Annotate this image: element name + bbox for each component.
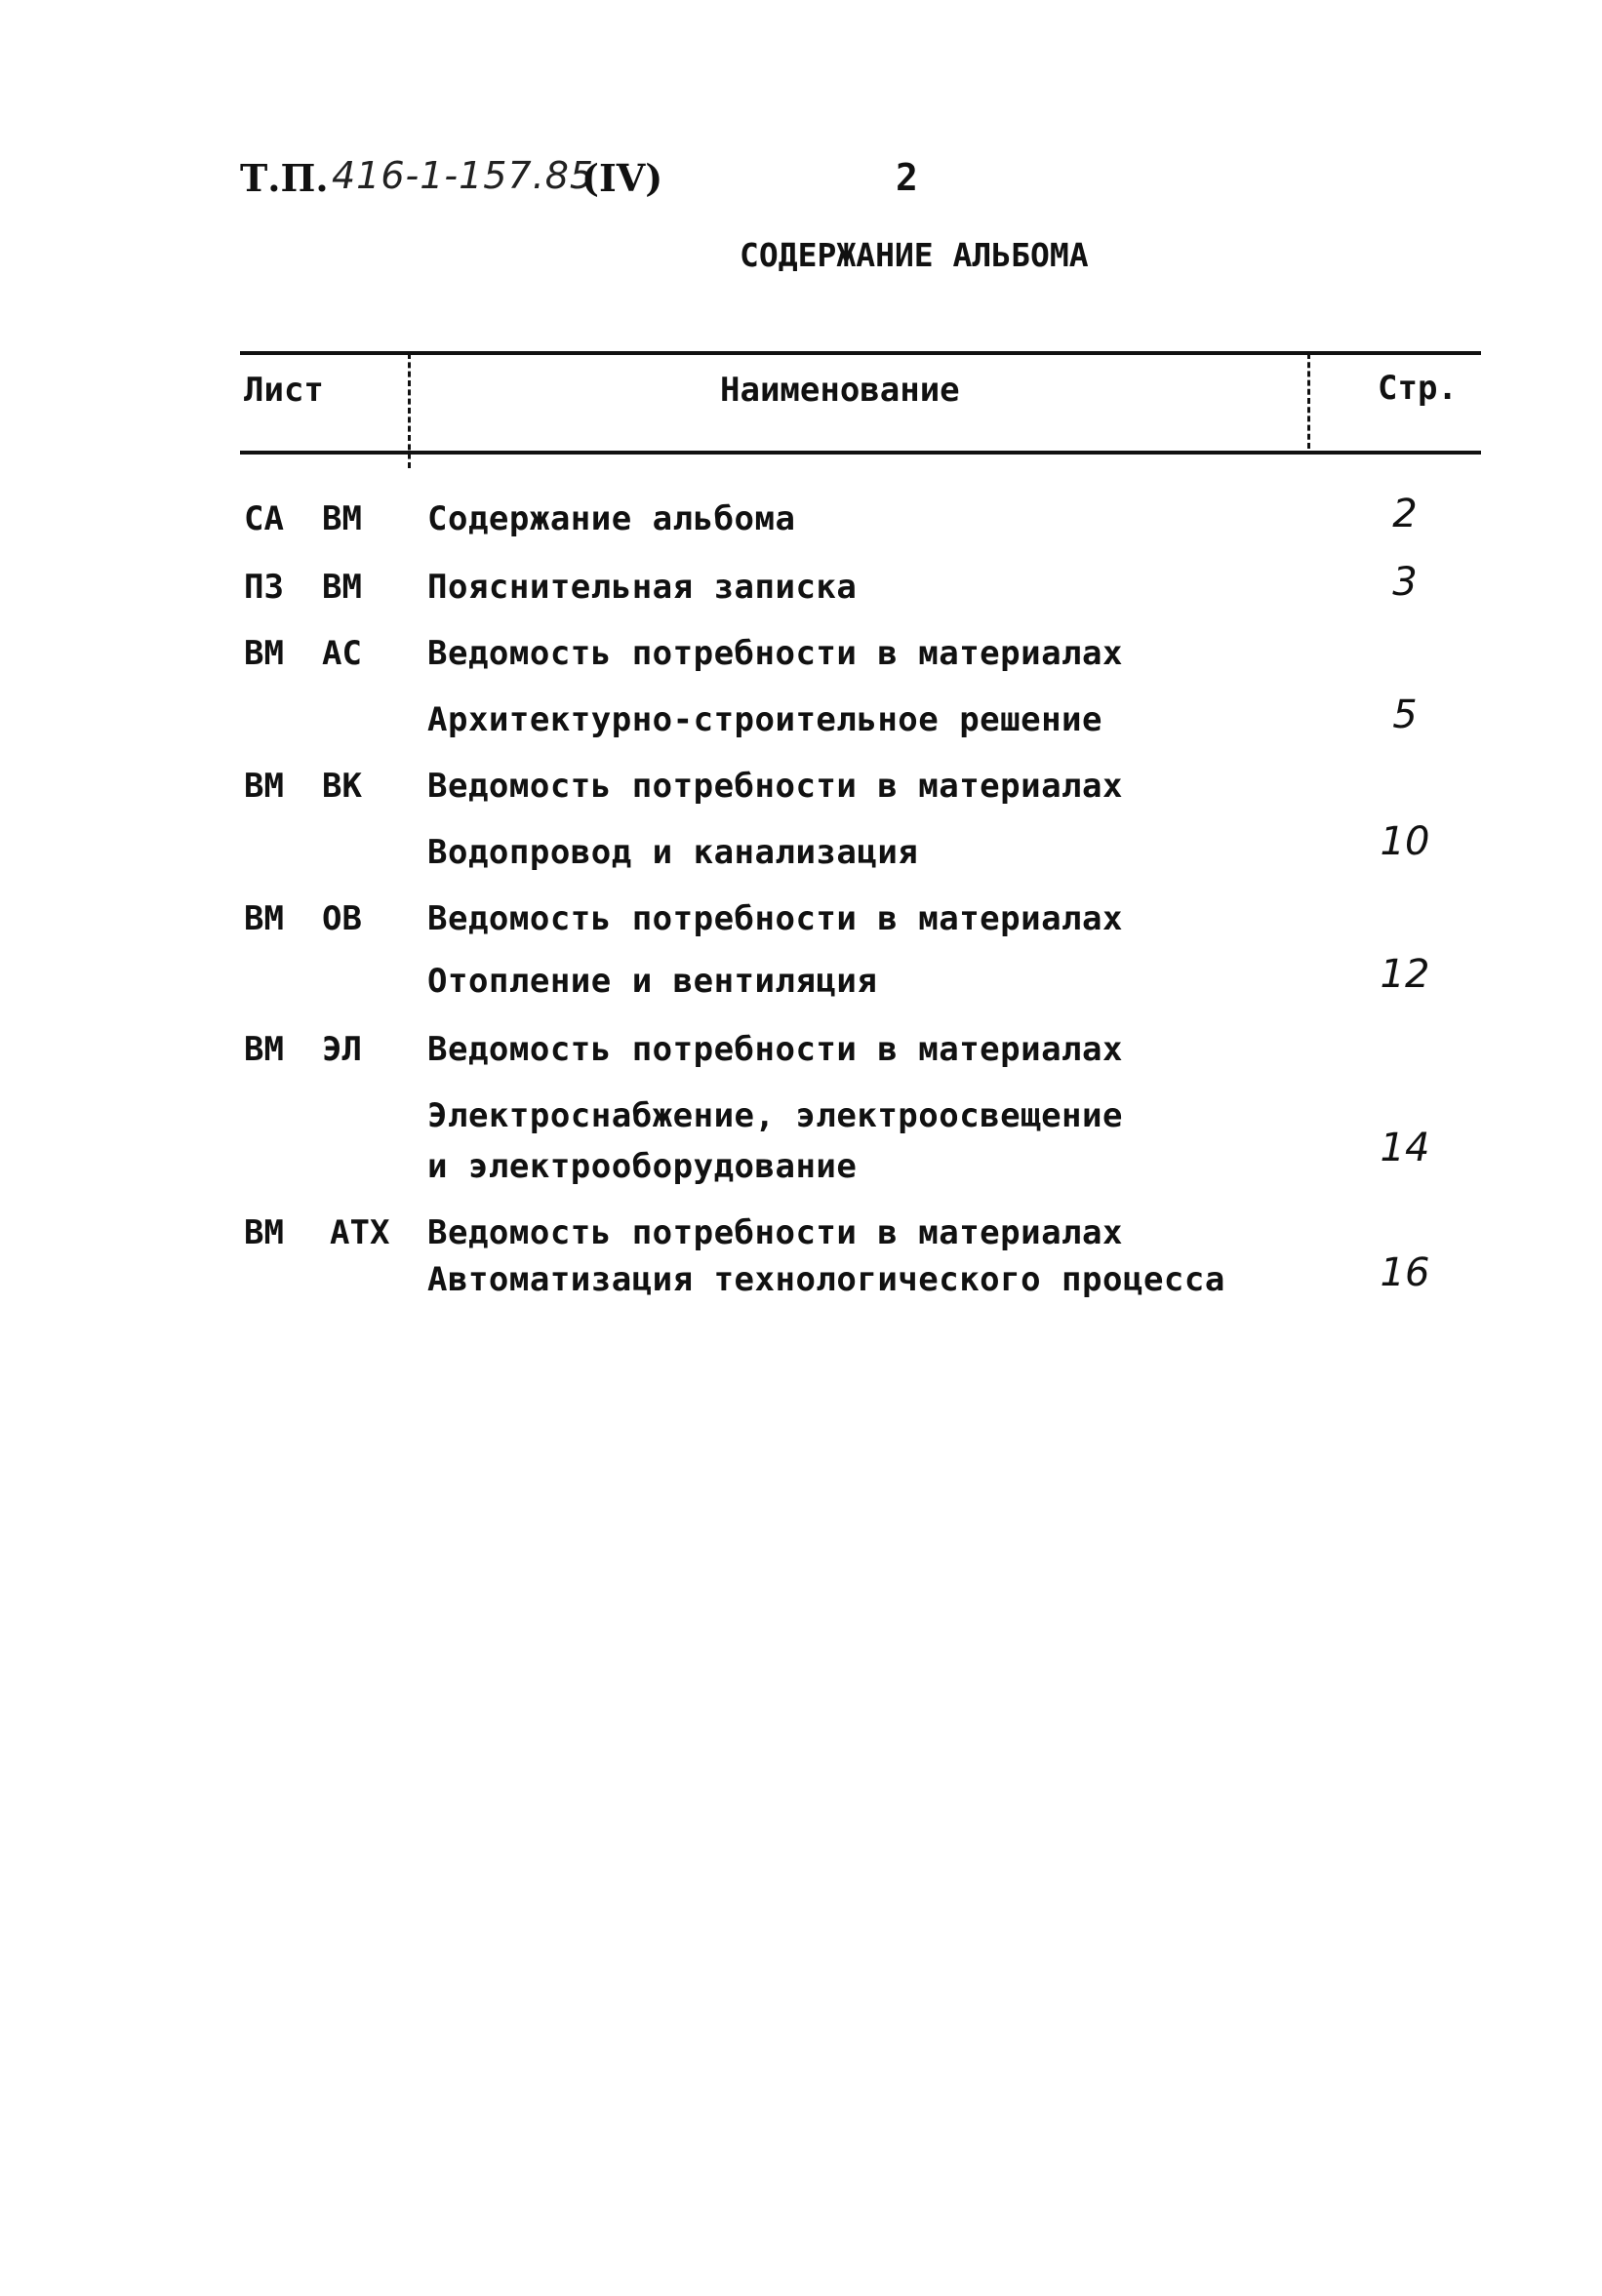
document-prefix: Т.П.	[240, 156, 329, 200]
item-subtitle: Электроснабжение, электроосвещение	[427, 1096, 1123, 1135]
item-name: Ведомость потребности в материалах	[427, 899, 1123, 938]
item-page: 12	[1380, 952, 1430, 997]
table-row	[0, 1213, 1602, 1299]
page-title: СОДЕРЖАНИЕ АЛЬБОМА	[740, 236, 1089, 274]
table-top-rule	[240, 351, 1481, 355]
sheet-section: АС	[322, 634, 362, 673]
item-name: Ведомость потребности в материалах	[427, 1030, 1123, 1069]
item-name: Пояснительная записка	[427, 568, 858, 607]
table-row	[0, 767, 1602, 872]
sheet-section: ОВ	[322, 899, 362, 938]
item-page: 3	[1392, 560, 1418, 605]
document-number: 416-1-157.85	[332, 154, 595, 197]
sheet-code: СА	[244, 499, 284, 538]
column-header-page: Стр.	[1378, 369, 1458, 408]
item-subtitle: Архитектурно-строительное решение	[427, 700, 1103, 739]
page-number: 2	[896, 156, 918, 199]
item-page: 14	[1380, 1126, 1430, 1170]
item-subtitle: Водопровод и канализация	[427, 833, 919, 872]
sheet-code: ВМ	[244, 1030, 284, 1069]
sheet-code: ВМ	[244, 1213, 284, 1252]
table-column-divider	[408, 353, 411, 468]
sheet-section: АТХ	[330, 1213, 390, 1252]
sheet-code: ВМ	[244, 767, 284, 806]
column-header-name: Наименование	[720, 371, 960, 410]
table-row	[0, 1030, 1602, 1186]
table-header-rule	[240, 451, 1481, 455]
sheet-code: ВМ	[244, 634, 284, 673]
table-row	[0, 899, 1602, 1001]
item-subtitle: Автоматизация технологического процесса	[427, 1260, 1225, 1299]
sheet-section: ВК	[322, 767, 362, 806]
sheet-section: ВМ	[322, 568, 362, 607]
item-name: Содержание альбома	[427, 499, 796, 538]
table-column-divider	[1307, 353, 1310, 449]
table-row	[0, 492, 1602, 538]
item-page: 2	[1392, 492, 1418, 536]
sheet-section: ЭЛ	[322, 1030, 362, 1069]
item-name: Ведомость потребности в материалах	[427, 1213, 1123, 1252]
item-page: 5	[1392, 693, 1418, 737]
item-page: 16	[1380, 1250, 1430, 1295]
table-row	[0, 634, 1602, 739]
document-volume: (IV)	[581, 156, 663, 200]
sheet-code: ВМ	[244, 899, 284, 938]
column-header-sheet: Лист	[244, 371, 324, 410]
item-subtitle: и электрооборудование	[427, 1147, 858, 1186]
item-subtitle: Отопление и вентиляция	[427, 962, 878, 1001]
sheet-code: ПЗ	[244, 568, 284, 607]
table-row	[0, 560, 1602, 607]
sheet-section: ВМ	[322, 499, 362, 538]
item-name: Ведомость потребности в материалах	[427, 767, 1123, 806]
item-name: Ведомость потребности в материалах	[427, 634, 1123, 673]
item-page: 10	[1380, 819, 1430, 864]
